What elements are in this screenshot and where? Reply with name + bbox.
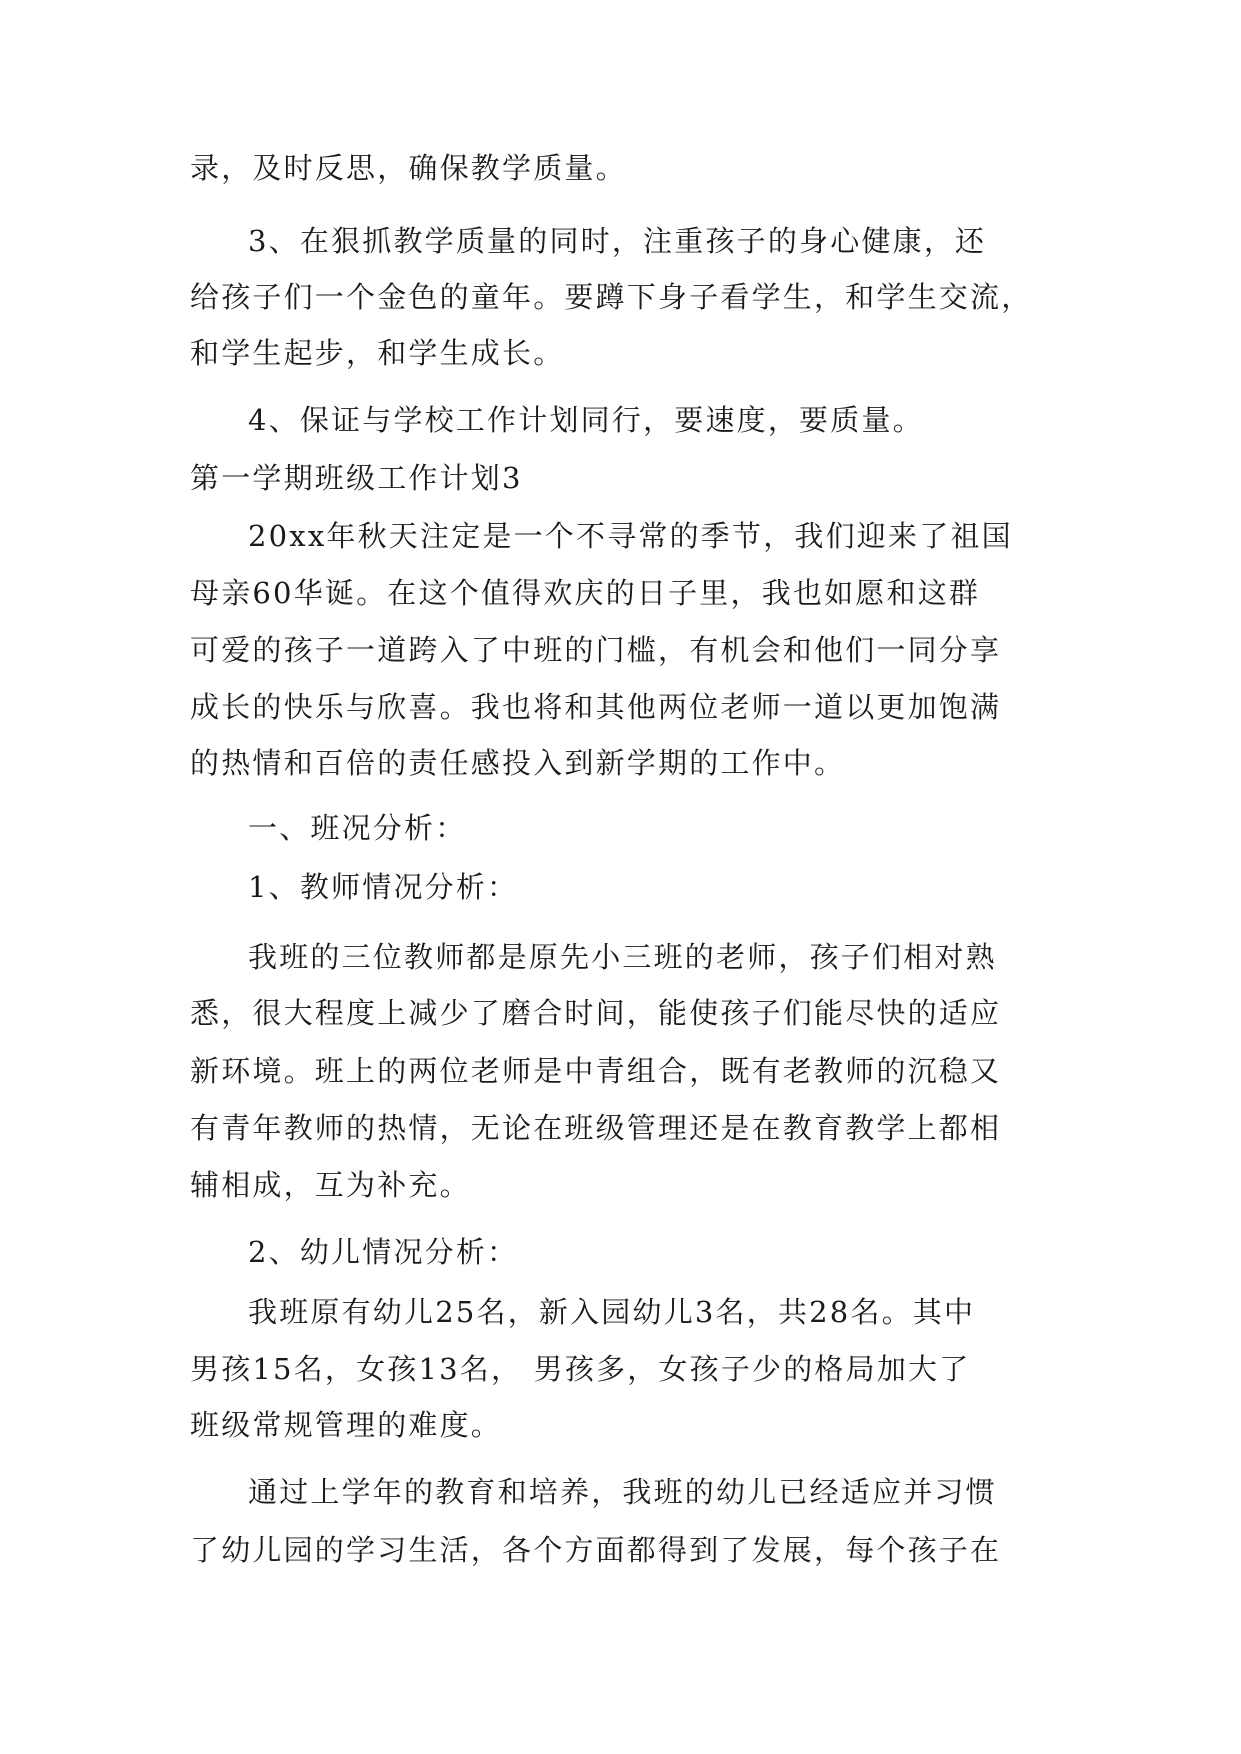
subheading: 一、班况分析： — [248, 811, 467, 845]
text-line: 了幼儿园的学习生活，各个方面都得到了发展，每个孩子在 — [190, 1533, 1002, 1567]
text-line: 悉，很大程度上减少了磨合时间，能使孩子们能尽快的适应 — [190, 996, 1002, 1030]
subheading: 1、教师情况分析： — [248, 870, 519, 904]
subheading: 2、幼儿情况分析： — [248, 1235, 519, 1269]
text-line: 辅相成，互为补充。 — [190, 1168, 471, 1202]
text-line: 有青年教师的热情，无论在班级管理还是在教育教学上都相 — [190, 1111, 1002, 1145]
text-line: 给孩子们一个金色的童年。要蹲下身子看学生，和学生交流， — [190, 280, 1033, 314]
text-line: 可爱的孩子一道跨入了中班的门槛，有机会和他们一同分享 — [190, 633, 1002, 667]
text-line: 班级常规管理的难度。 — [190, 1408, 503, 1442]
text-line: 通过上学年的教育和培养，我班的幼儿已经适应并习惯 — [248, 1475, 997, 1509]
text-line: 的热情和百倍的责任感投入到新学期的工作中。 — [190, 746, 846, 780]
text-line: 录，及时反思，确保教学质量。 — [190, 151, 627, 185]
text-line: 新环境。班上的两位老师是中青组合，既有老教师的沉稳又 — [190, 1054, 1002, 1088]
text-line: 我班的三位教师都是原先小三班的老师，孩子们相对熟 — [248, 940, 997, 974]
text-line: 男孩15名，女孩13名， 男孩多，女孩子少的格局加大了 — [190, 1352, 971, 1386]
text-line: 4、保证与学校工作计划同行，要速度，要质量。 — [248, 403, 924, 437]
text-line: 母亲60华诞。在这个值得欢庆的日子里，我也如愿和这群 — [190, 576, 981, 610]
text-line: 3、在狠抓教学质量的同时，注重孩子的身心健康，还 — [248, 224, 987, 258]
text-line: 我班原有幼儿25名，新入园幼儿3名，共28名。其中 — [248, 1295, 976, 1329]
text-line: 和学生起步，和学生成长。 — [190, 336, 565, 370]
text-line: 成长的快乐与欣喜。我也将和其他两位老师一道以更加饱满 — [190, 690, 1002, 724]
text-line: 20xx年秋天注定是一个不寻常的季节，我们迎来了祖国 — [248, 519, 1013, 553]
section-heading: 第一学期班级工作计划3 — [190, 461, 523, 495]
